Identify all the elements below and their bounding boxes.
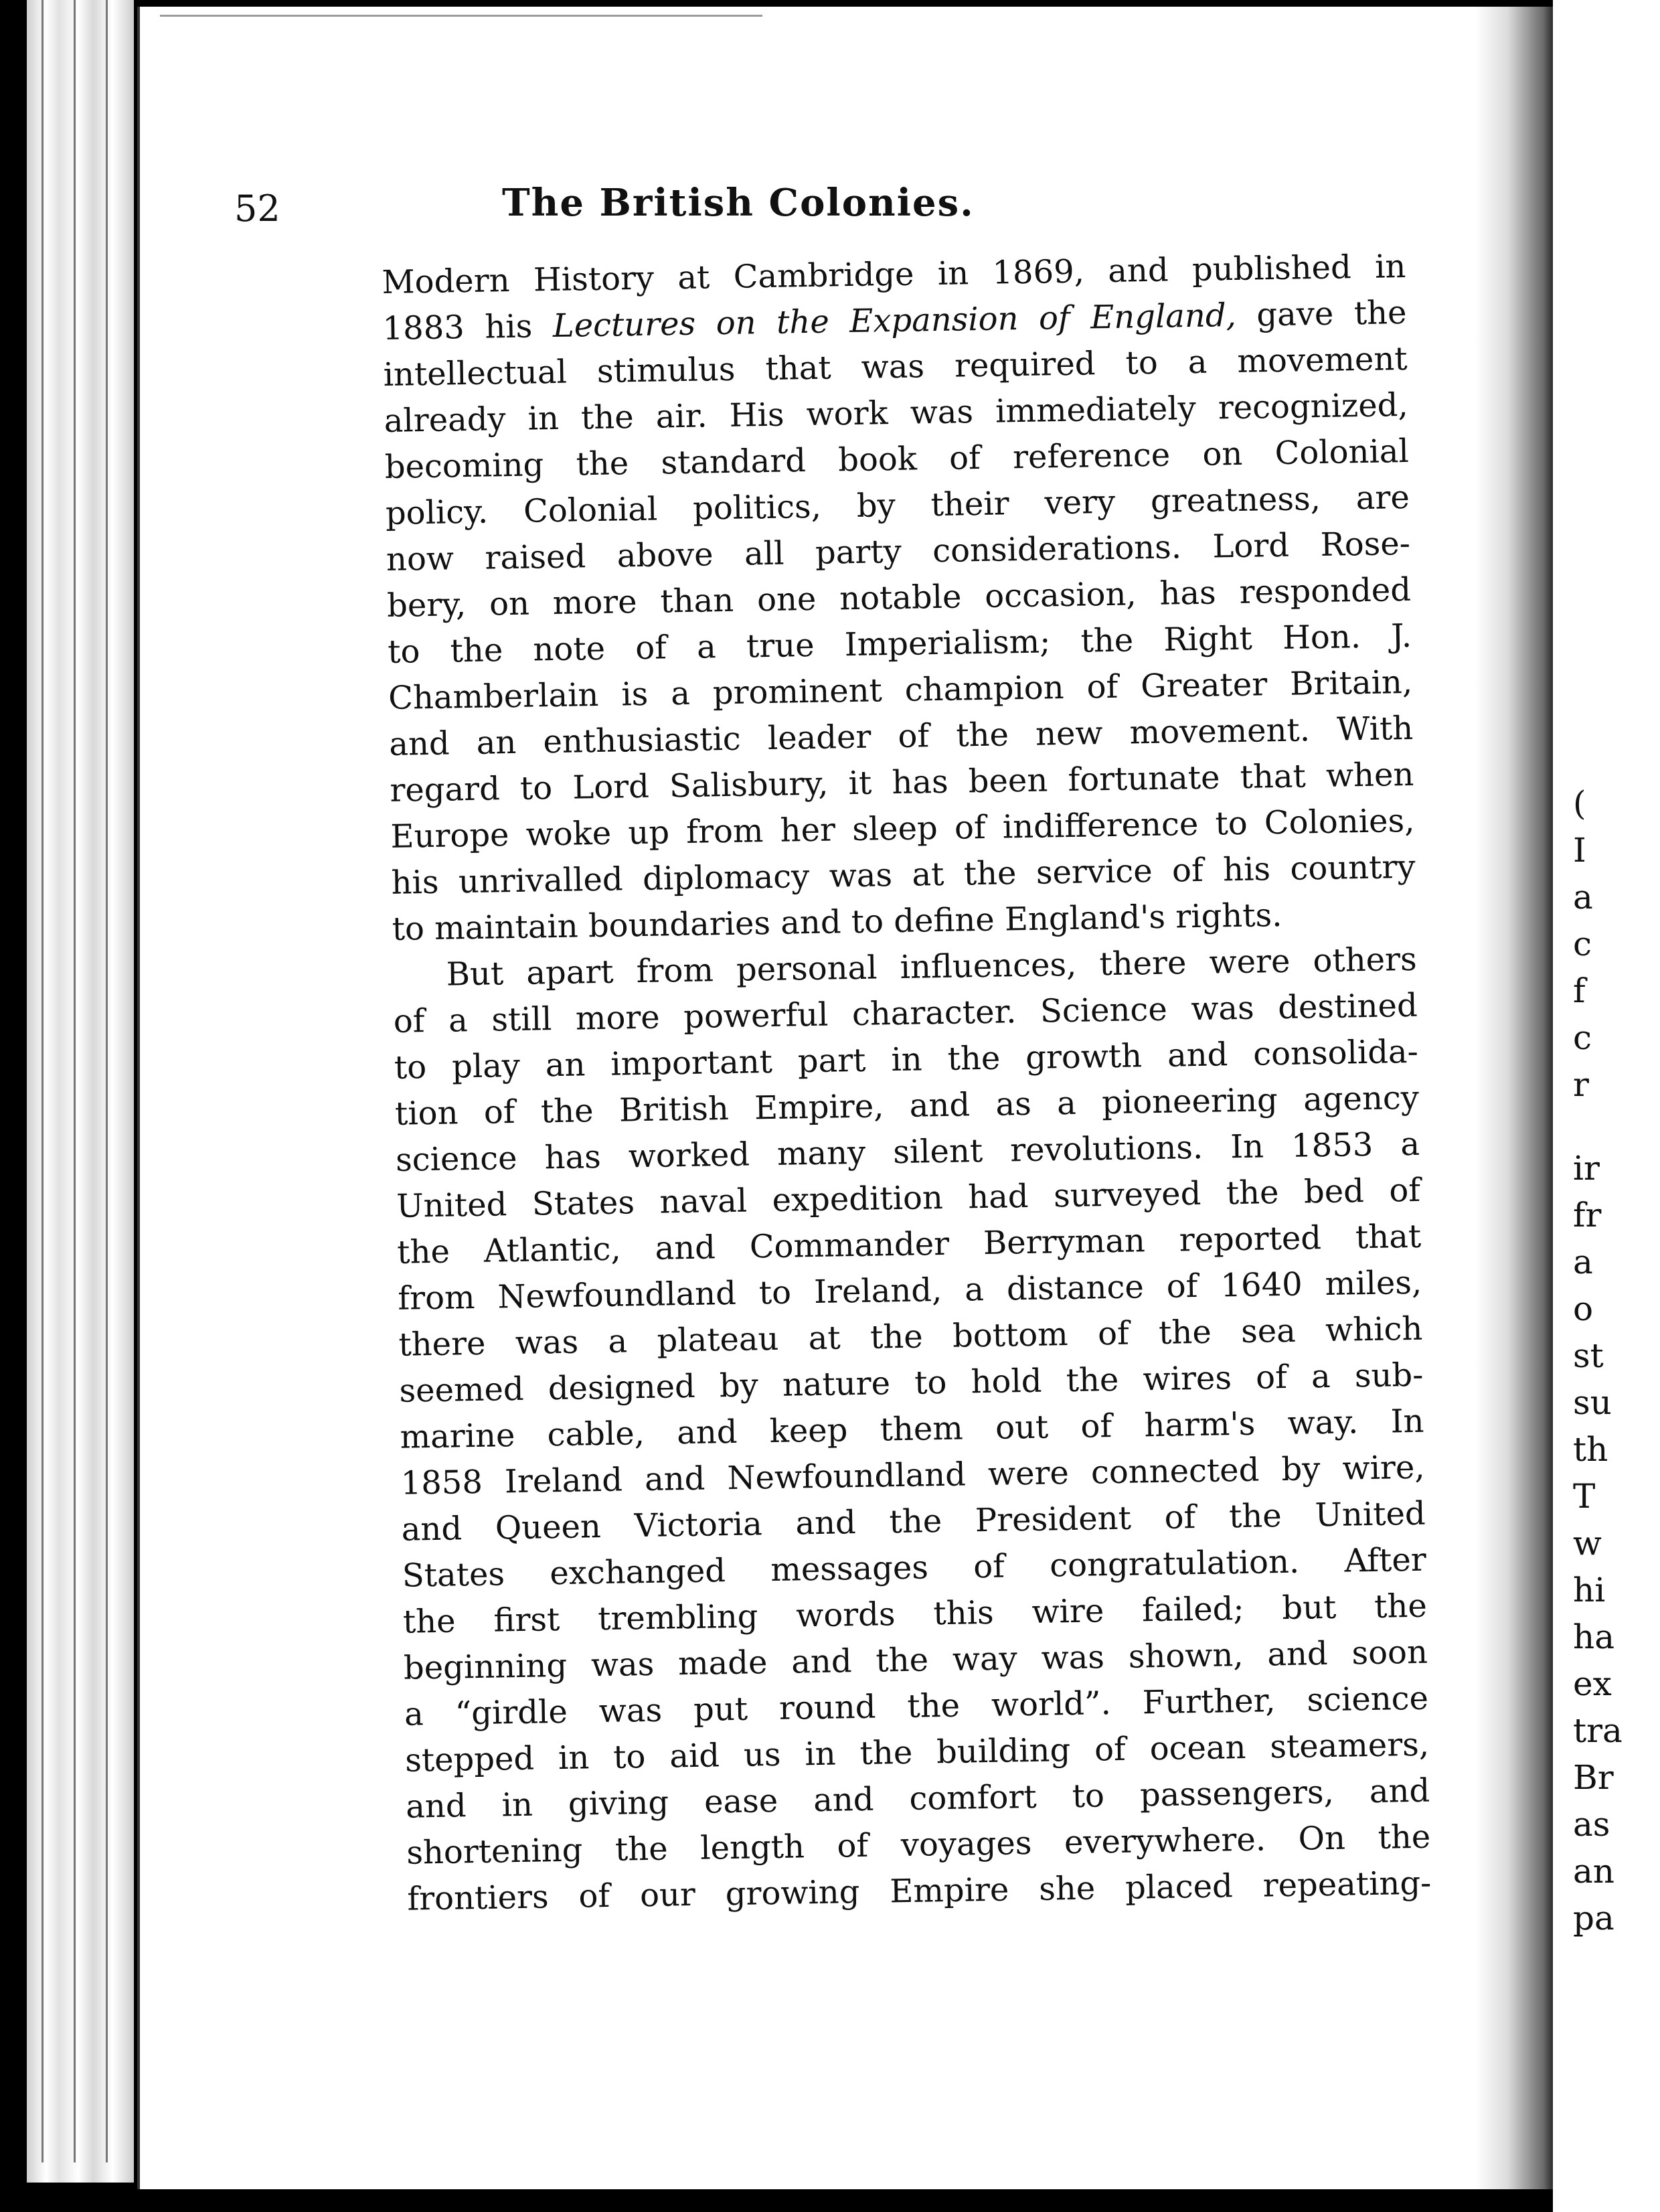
facing-page-text-fragment: Br [1573, 1758, 1614, 1797]
text-line: States exchanged messages of congratulation. After [402, 1540, 1427, 1595]
book-title-italic: Lectures on the Expansion of England, [552, 296, 1237, 345]
facing-page-text-fragment: ir [1573, 1149, 1600, 1188]
text-line: from Newfoundland to Ireland, a distance of 1640 miles, [397, 1263, 1422, 1318]
text-line: policy. Colonial politics, by their very greatness, are [385, 478, 1410, 532]
text-line: already in the air. His work was immediately recognized, [384, 386, 1409, 440]
text-line: intellectual stimulus that was required to a movement [383, 339, 1408, 394]
text-line: United States naval expedition had surveyed the bed of [396, 1171, 1421, 1225]
facing-page-text-fragment: r [1573, 1065, 1589, 1104]
text-line: shortening the length of voyages everywhere. On the [406, 1818, 1431, 1872]
text-line: the Atlantic, and Commander Berryman reported that [396, 1217, 1422, 1271]
text-line: marine cable, and keep them out of harm's way. In [400, 1402, 1424, 1456]
facing-page-text-fragment: as [1573, 1805, 1610, 1844]
text-line: 1858 Ireland and Newfoundland were connected by wire, [400, 1448, 1425, 1502]
facing-page-text-fragment: su [1573, 1383, 1612, 1422]
facing-page-text-fragment: pa [1573, 1899, 1614, 1938]
facing-page-text-fragment: tra [1573, 1711, 1623, 1750]
facing-page-text-fragment: a [1573, 878, 1593, 917]
text-line: regard to Lord Salisbury, it has been fortunate that when [390, 755, 1414, 809]
facing-page-text-fragment: st [1573, 1336, 1604, 1375]
page-top-rule [160, 15, 762, 17]
text-line: frontiers of our growing Empire she placed repeating- [407, 1864, 1432, 1918]
text-line: and an enthusiastic leader of the new movement. With [388, 709, 1414, 763]
text-line: becoming the standard book of reference on Colonial [384, 432, 1410, 486]
stacked-page-edges [27, 0, 134, 2183]
facing-page-text-fragment: ha [1573, 1617, 1615, 1656]
facing-page-text-fragment: o [1573, 1289, 1594, 1328]
facing-page-text-fragment: th [1573, 1430, 1608, 1469]
text-line: But apart from personal influences, there were others [446, 940, 1418, 994]
facing-page-text-fragment: w [1573, 1524, 1602, 1563]
body-text [382, 244, 1432, 1923]
text-line: science has worked many silent revolutions. In 1853 a [395, 1125, 1420, 1179]
facing-page-text-fragment: hi [1573, 1571, 1606, 1609]
facing-page-text-fragment: T [1573, 1477, 1596, 1516]
text-fragment: 1883 his [382, 307, 554, 347]
text-line: the first trembling words this wire failed; but the [402, 1587, 1428, 1641]
text-fragment: gave the [1236, 293, 1407, 334]
page-gutter-shadow [1475, 7, 1556, 2189]
text-line: of a still more powerful character. Science was destined [393, 986, 1418, 1040]
text-line: and in giving ease and comfort to passengers, and [405, 1771, 1430, 1826]
text-line: seemed designed by nature to hold the wires of a sub- [399, 1356, 1424, 1410]
text-line: stepped in to aid us in the building of ocean steamers, [404, 1725, 1430, 1780]
facing-page-text-fragment: c [1573, 925, 1592, 963]
text-line: a “girdle was put round the world”. Further, science [404, 1679, 1429, 1733]
text-line: bery, on more than one notable occasion, has responded [386, 570, 1412, 625]
facing-page-text-fragment: a [1573, 1243, 1593, 1281]
page-number: 52 [234, 187, 280, 230]
text-line: to maintain boundaries and to define England's rights. [392, 896, 1282, 948]
text-line: now raised above all party considerations. Lord Rose- [386, 524, 1411, 578]
facing-page-text-fragment: c [1573, 1018, 1592, 1057]
page-edge-line [74, 0, 76, 2162]
text-line: Chamberlain is a prominent champion of Greater Britain, [388, 663, 1413, 717]
text-line: beginning was made and the way was shown, and soon [403, 1633, 1428, 1687]
text-line: tion of the British Empire, and as a pioneering agency [394, 1079, 1420, 1133]
running-head [234, 181, 1372, 234]
facing-page-text-fragment: I [1573, 831, 1586, 870]
text-line: and Queen Victoria and the President of the United [401, 1494, 1426, 1549]
text-line: Europe woke up from her sleep of indifference to Colonies, [390, 801, 1415, 856]
text-line: to the note of a true Imperialism; the Right Hon. J. [387, 617, 1412, 671]
facing-page-text-fragment: ex [1573, 1664, 1612, 1703]
text-line: to play an important part in the growth and consolida- [394, 1032, 1419, 1087]
page-edge-line [42, 0, 44, 2162]
text-line: Modern History at Cambridge in 1869, and published in [382, 247, 1406, 301]
facing-page-fragment [1553, 0, 1660, 2212]
facing-page-text-fragment: fr [1573, 1196, 1602, 1235]
facing-page-text-fragment: ( [1573, 784, 1586, 823]
text-line: there was a plateau at the bottom of the sea which [398, 1310, 1423, 1364]
text-line: his unrivalled diplomacy was at the service of his country [391, 848, 1416, 902]
facing-page-text-fragment: f [1573, 971, 1586, 1010]
page-edge-line [106, 0, 108, 2162]
page-title: The British Colonies. [502, 181, 975, 225]
facing-page-text-fragment: an [1573, 1852, 1615, 1891]
